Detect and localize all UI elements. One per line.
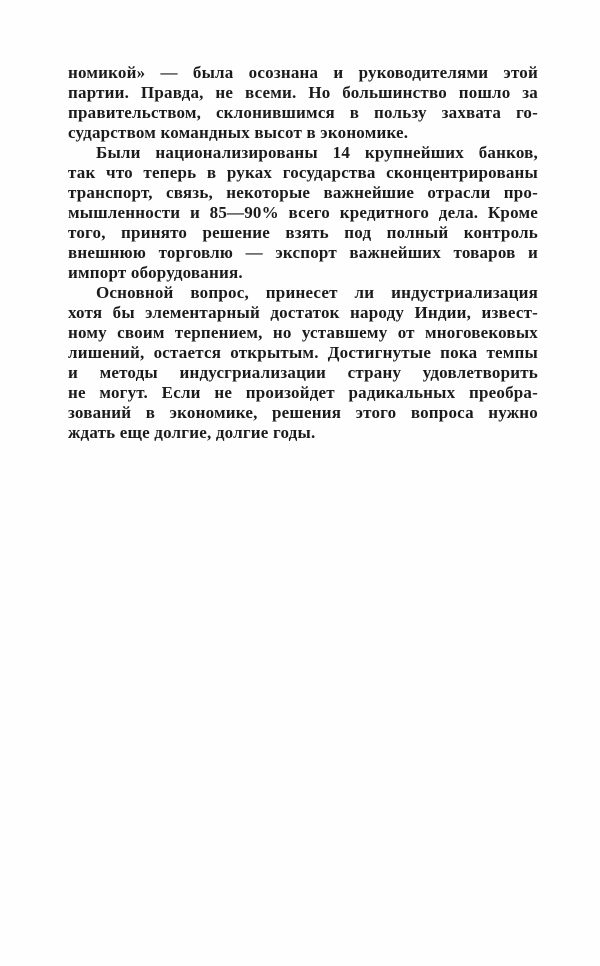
text-line: того, принято решение взять под полный контроль	[68, 223, 538, 242]
text-line: Основной вопрос, принесет ли индустриализация	[96, 283, 538, 302]
body-text	[68, 63, 538, 443]
text-line: номикой» — была осознана и руководителями этой	[68, 63, 538, 82]
text-line: не могут. Если не произойдет радикальных преобра-	[68, 383, 538, 402]
text-line: партии. Правда, не всеми. Но большинство пошло за	[68, 83, 538, 102]
text-line: внешнюю торговлю — экспорт важнейших товаров и	[68, 243, 538, 262]
text-line: правительством, склонившимся в пользу захвата го-	[68, 103, 538, 122]
text-line: лишений, остается открытым. Достигнутые пока темпы	[68, 343, 538, 362]
text-line: так что теперь в руках государства сконцентрированы	[68, 163, 538, 182]
paragraph-industrialization	[68, 283, 538, 443]
text-line: мышленности и 85—90% всего кредитного дела. Кроме	[68, 203, 538, 222]
paragraph-continuation	[68, 63, 538, 143]
paragraph-nationalization	[68, 143, 538, 283]
text-line: и методы индусгриализации страну удовлетворить	[68, 363, 538, 382]
text-line: импорт оборудования.	[68, 263, 243, 282]
text-line: транспорт, связь, некоторые важнейшие отрасли про-	[68, 183, 538, 202]
text-line: хотя бы элементарный достаток народу Индии, извест-	[68, 303, 538, 322]
text-line: ждать еще долгие, долгие годы.	[68, 423, 316, 442]
text-line: ному своим терпением, но уставшему от многовековых	[68, 323, 538, 342]
text-line: зований в экономике, решения этого вопроса нужно	[68, 403, 538, 422]
text-line: Были национализированы 14 крупнейших банков,	[96, 143, 538, 162]
text-line: сударством командных высот в экономике.	[68, 123, 409, 142]
